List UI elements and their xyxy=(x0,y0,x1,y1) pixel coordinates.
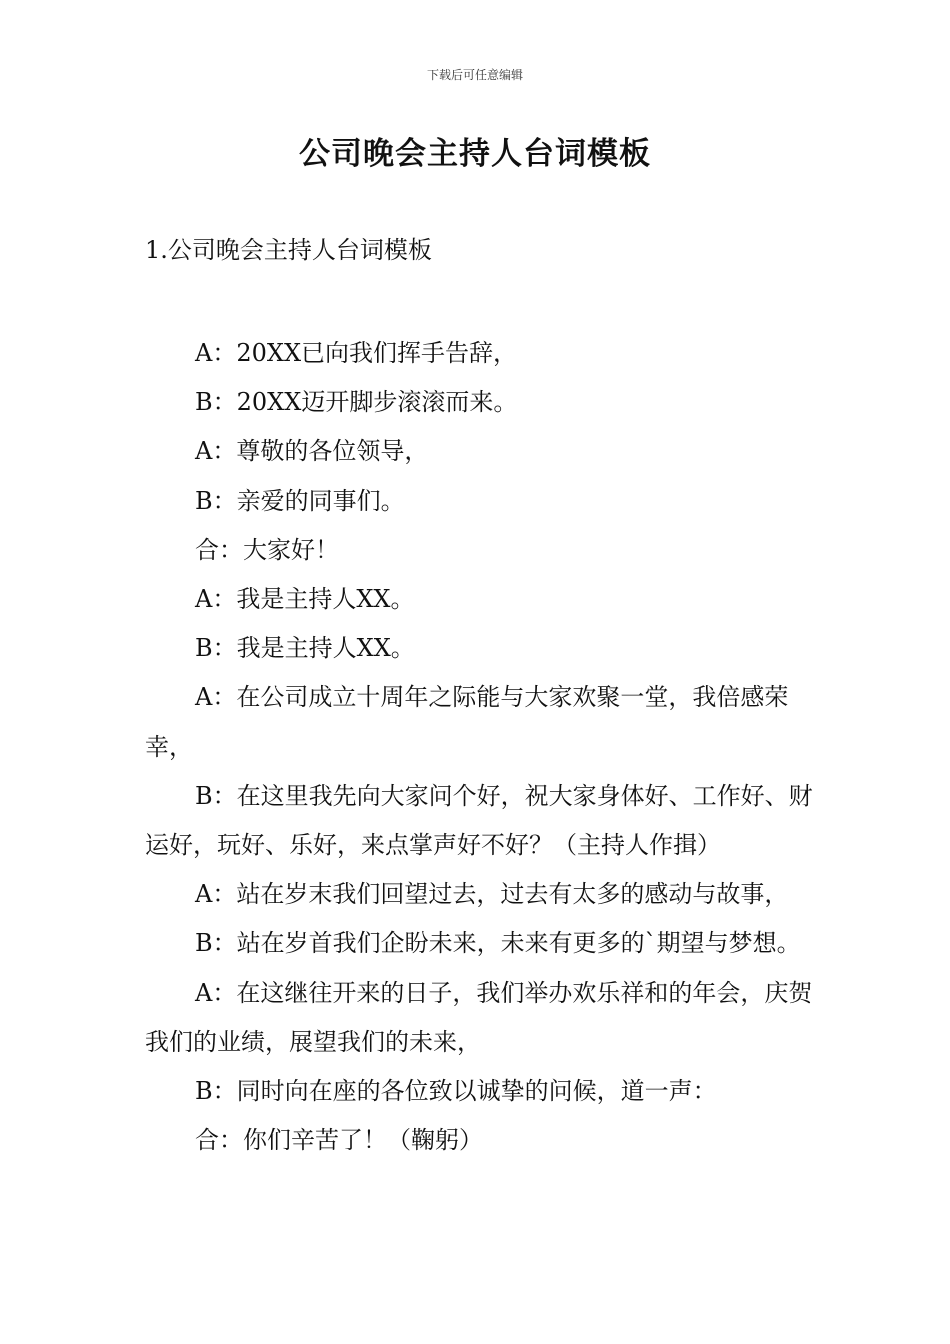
script-line: A：20XX已向我们挥手告辞， xyxy=(195,339,518,367)
section-heading: 1.公司晚会主持人台词模板 xyxy=(145,236,432,264)
script-line: 合：你们辛苦了！（鞠躬） xyxy=(195,1126,483,1155)
script-line: A：尊敬的各位领导， xyxy=(195,437,429,466)
header-note: 下载后可任意编辑 xyxy=(426,68,523,82)
script-line: B：在这里我先向大家问个好，祝大家身体好、工作好、财运好，玩好、乐好，来点掌声好不好？（主持人作揖） xyxy=(145,781,813,860)
script-line: A：在公司成立十周年之际能与大家欢聚一堂，我倍感荣幸， xyxy=(145,683,789,761)
script-line: B：我是主持人XX。 xyxy=(195,634,415,663)
script-body xyxy=(145,329,825,1165)
script-line: B：同时向在座的各位致以诚挚的问候，道一声： xyxy=(195,1077,717,1106)
script-line: A：我是主持人XX。 xyxy=(195,585,415,614)
document-title: 公司晚会主持人台词模板 xyxy=(299,136,651,172)
script-line: 合：大家好！ xyxy=(195,535,339,564)
script-line: B：亲爱的同事们。 xyxy=(195,486,405,515)
script-line: A：站在岁末我们回望过去，过去有太多的感动与故事， xyxy=(195,880,789,909)
script-line: A：在这继往开来的日子，我们举办欢乐祥和的年会，庆贺我们的业绩，展望我们的未来， xyxy=(145,978,813,1056)
script-line: B：站在岁首我们企盼未来，未来有更多的`期望与梦想。 xyxy=(195,929,801,958)
script-line: B：20XX迈开脚步滚滚而来。 xyxy=(195,388,518,417)
